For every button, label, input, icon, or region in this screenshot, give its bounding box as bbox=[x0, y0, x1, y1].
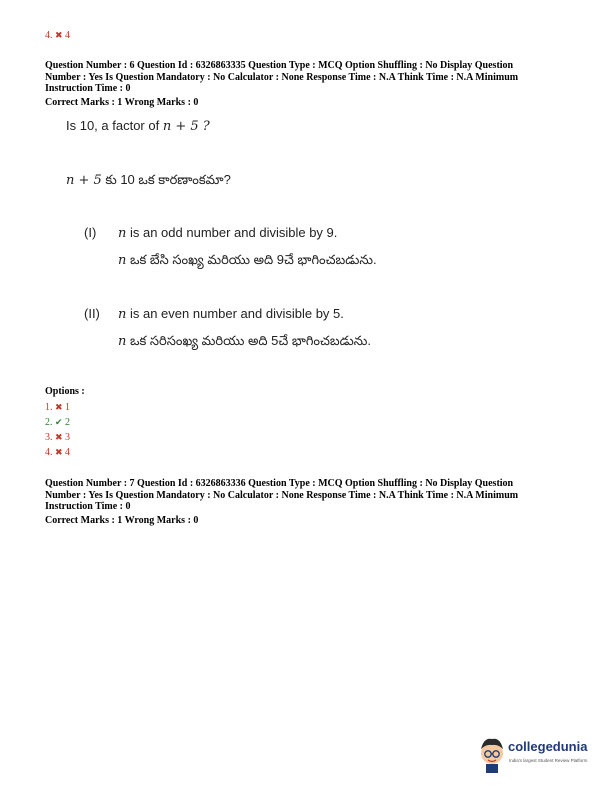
q7-meta-line3: Instruction Time : 0 bbox=[45, 501, 131, 512]
statement-2-english bbox=[118, 306, 344, 322]
q7-meta-line1: Question Number : 7 Question Id : 6326863336 Question Type : MCQ Option Shuffling : No Display Question bbox=[45, 478, 514, 489]
stem-en-expr: n + 5 ? bbox=[162, 119, 210, 134]
s2-en-var: n bbox=[118, 307, 127, 322]
s2-en-text: is an even number and divisible by 5. bbox=[126, 306, 344, 321]
cross-icon: ✖ bbox=[55, 402, 63, 412]
statement-1-english bbox=[118, 225, 337, 241]
option-text: 4 bbox=[65, 447, 71, 458]
collegedunia-logo bbox=[478, 735, 598, 775]
option-text: 3 bbox=[65, 432, 71, 443]
option-number: 4. bbox=[45, 30, 53, 41]
option-3 bbox=[45, 432, 70, 443]
s2-te-text: ఒక సరిసంఖ్య మరియు అది 5చే భాగించబడును. bbox=[126, 333, 371, 348]
option-number: 2. bbox=[45, 417, 53, 428]
statement-2-label: (II) bbox=[84, 306, 100, 321]
statement-1-label: (I) bbox=[84, 225, 97, 240]
options-title: Options : bbox=[45, 386, 85, 397]
option-1 bbox=[45, 402, 70, 413]
stem-te-suffix: కు 10 ఒక కారణాంకమా? bbox=[101, 172, 231, 187]
logo-tagline: India's largest Student Review Platform bbox=[509, 758, 588, 763]
statement-1-telugu bbox=[118, 252, 377, 271]
statement-2-telugu bbox=[118, 333, 371, 352]
option-text: 2 bbox=[65, 417, 71, 428]
option-number: 3. bbox=[45, 432, 53, 443]
prev-option-4 bbox=[45, 30, 70, 41]
option-4 bbox=[45, 447, 70, 458]
q6-meta-line3: Instruction Time : 0 bbox=[45, 83, 131, 94]
cross-icon: ✖ bbox=[55, 30, 63, 40]
option-2 bbox=[45, 417, 70, 428]
cross-icon: ✖ bbox=[55, 432, 63, 442]
q7-marks: Correct Marks : 1 Wrong Marks : 0 bbox=[45, 514, 199, 526]
option-text: 4 bbox=[65, 30, 71, 41]
stem-te-expr: n + 5 bbox=[66, 173, 102, 188]
q6-meta bbox=[45, 60, 565, 108]
check-icon: ✔ bbox=[55, 417, 63, 427]
q6-meta-line2: Number : Yes Is Question Mandatory : No Calculator : None Response Time : N.A Think Time : N.A Minimum bbox=[45, 71, 519, 83]
option-text: 1 bbox=[65, 402, 71, 413]
q6-stem-english bbox=[66, 118, 210, 134]
s2-te-var: n bbox=[118, 334, 127, 349]
q6-marks: Correct Marks : 1 Wrong Marks : 0 bbox=[45, 96, 199, 108]
q7-meta-line2: Number : Yes Is Question Mandatory : No Calculator : None Response Time : N.A Think Time : N.A Minimum bbox=[45, 489, 519, 501]
cross-icon: ✖ bbox=[55, 447, 63, 457]
s1-en-text: is an odd number and divisible by 9. bbox=[126, 225, 338, 240]
stem-en-prefix: Is 10, a factor of bbox=[66, 118, 163, 133]
option-number: 4. bbox=[45, 447, 53, 458]
q7-meta bbox=[45, 478, 565, 526]
s1-te-text: ఒక బేసి సంఖ్య మరియు అది 9చే భాగించబడును. bbox=[126, 252, 377, 267]
q6-meta-line1: Question Number : 6 Question Id : 6326863335 Question Type : MCQ Option Shuffling : No Display Question bbox=[45, 60, 514, 71]
s1-te-var: n bbox=[118, 253, 127, 268]
option-number: 1. bbox=[45, 402, 53, 413]
q6-stem-telugu bbox=[66, 172, 231, 191]
s1-en-var: n bbox=[118, 226, 127, 241]
logo-wordmark: collegedunia bbox=[508, 739, 588, 754]
